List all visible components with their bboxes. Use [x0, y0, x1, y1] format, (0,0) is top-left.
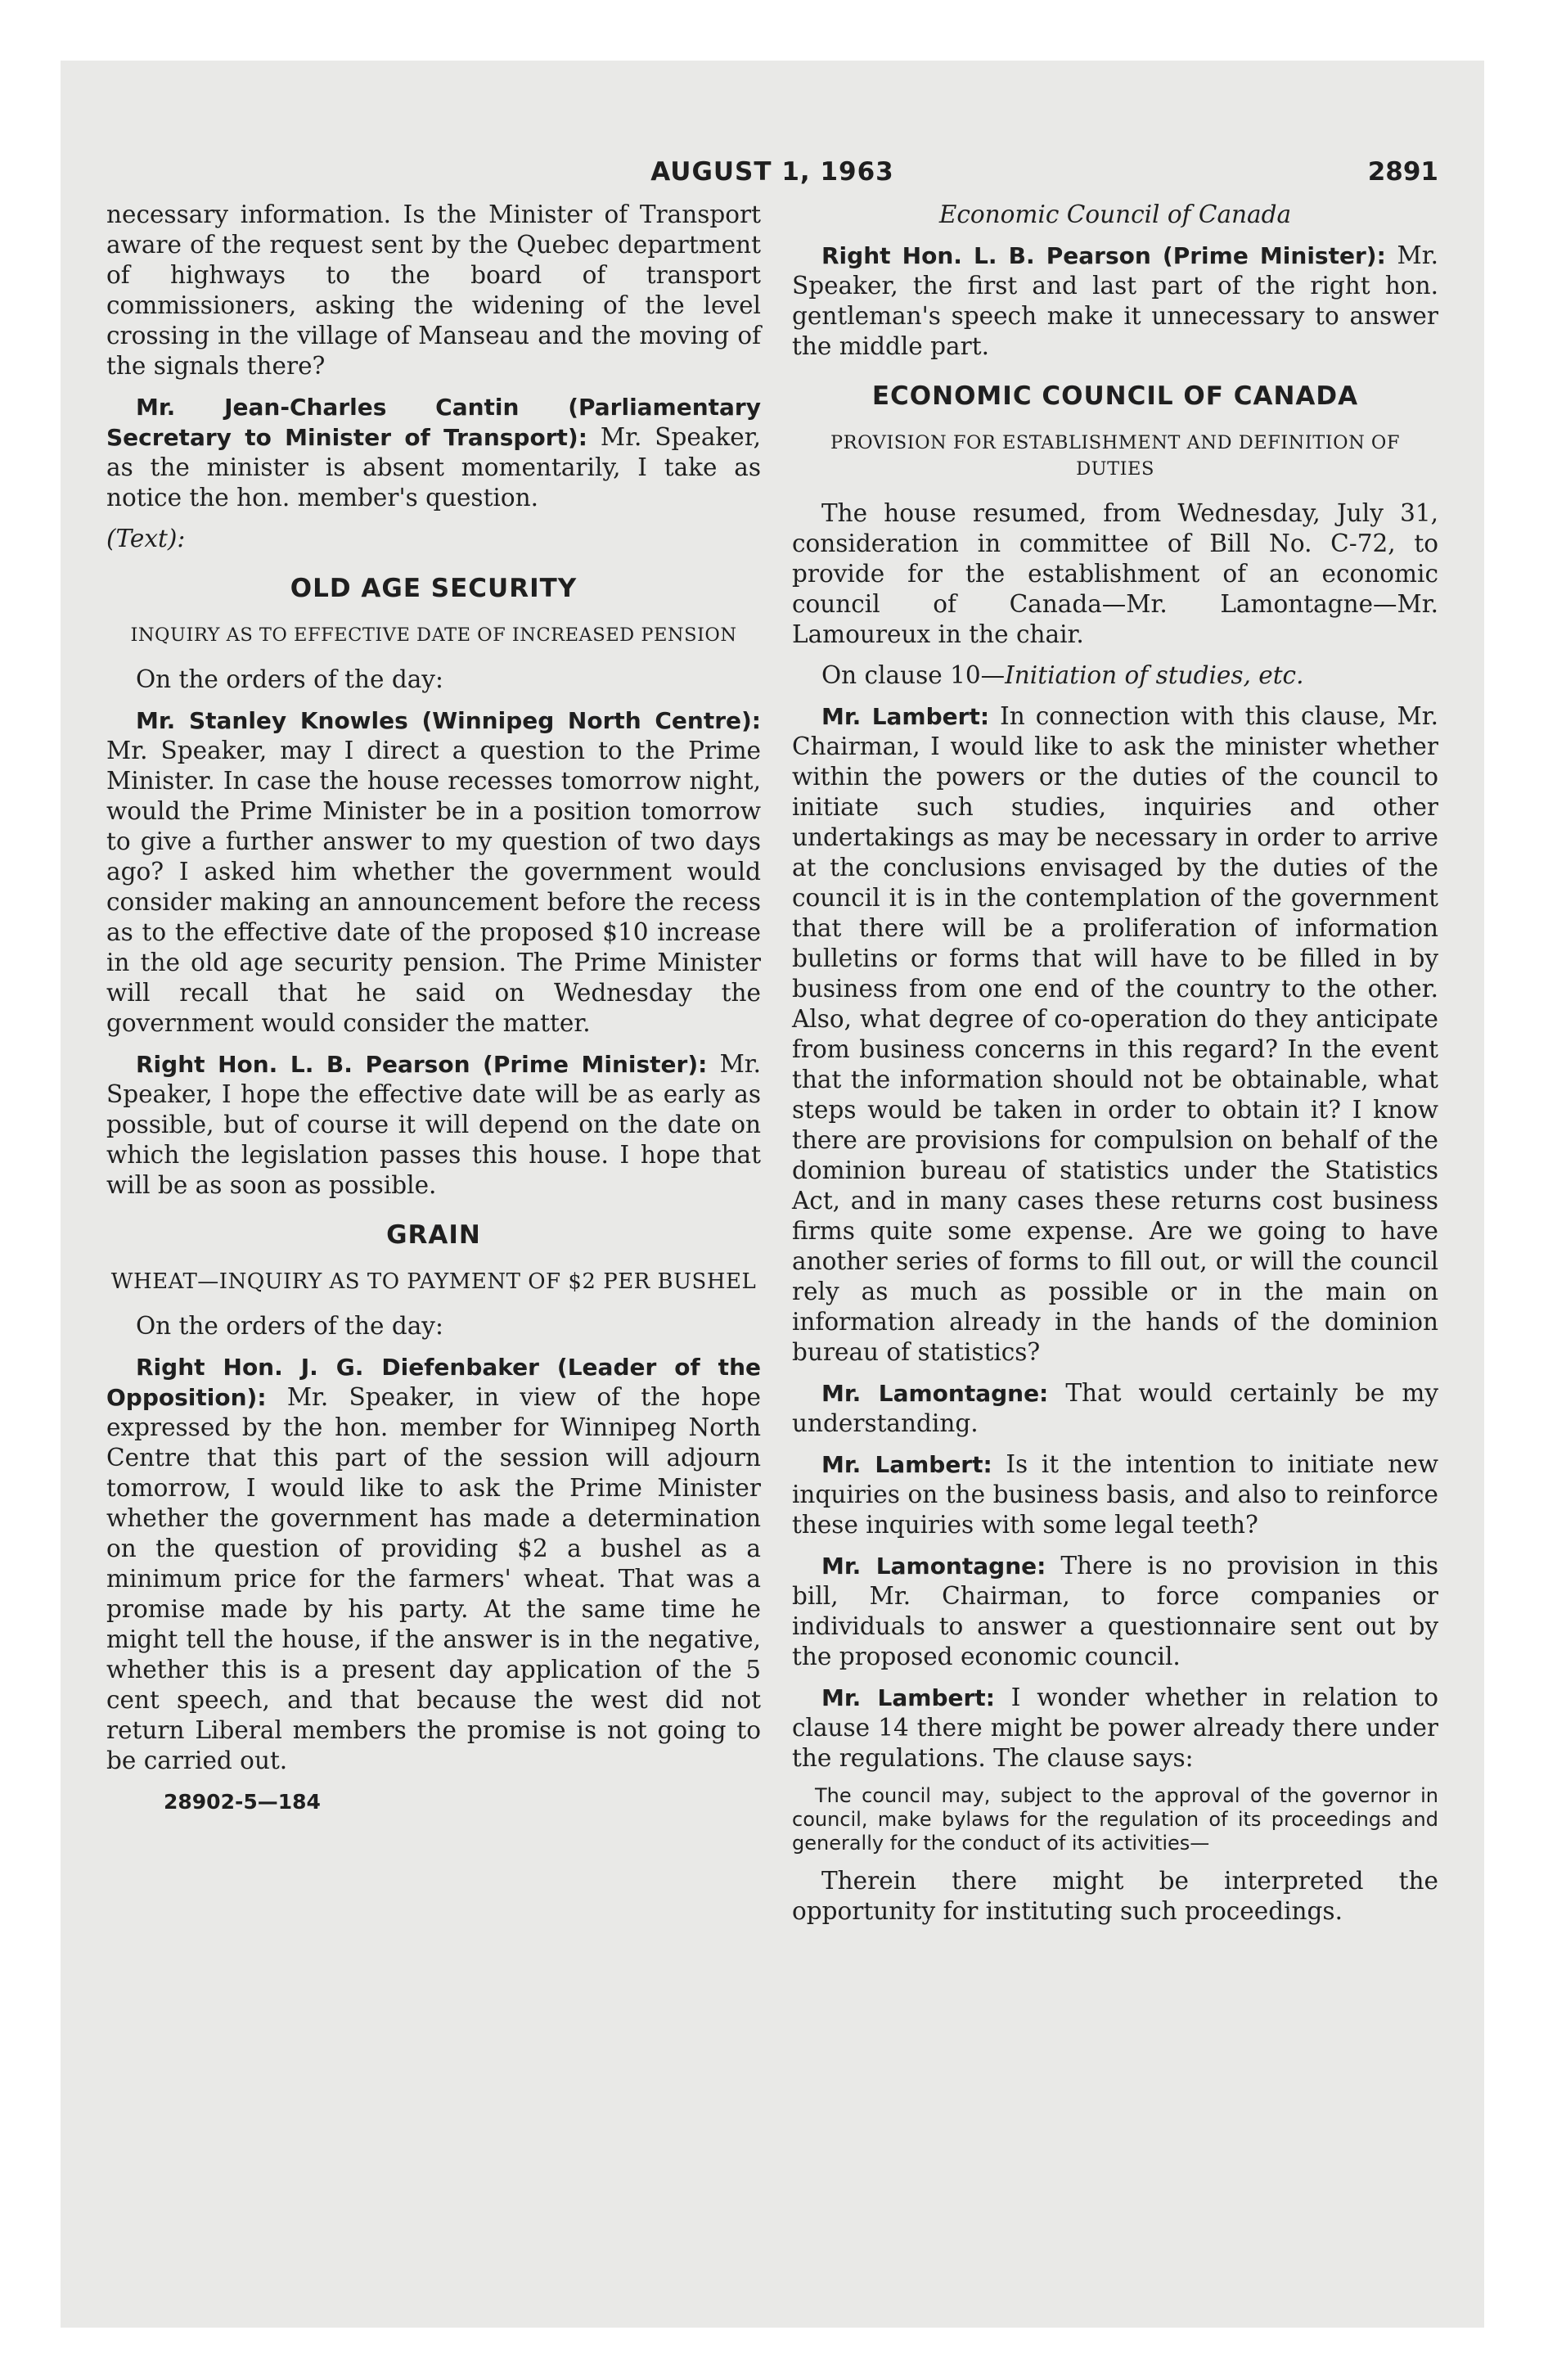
speech-text: Mr. Speaker, I hope the effective date will be as early as possible, but of course it will depend on the date on which the legislation passes this house. I hope that will be as soon as possible. [106, 1050, 762, 1199]
speaker-name: Mr. Lambert: [821, 1451, 992, 1478]
paragraph: The house resumed, from Wednesday, July 31, consideration in committee of Bill No. C-72, to provide for the establishment of an economic council of Canada—Mr. Lamontagne—Mr. Lamoureux in the chair. [792, 499, 1438, 648]
paragraph [792, 241, 1438, 362]
section-heading: OLD AGE SECURITY [290, 574, 578, 603]
document-page [61, 61, 1484, 2328]
quoted-clause: The council may, subject to the approval of the governor in council, make bylaws for the regulation of its proceedings and generally for the conduct of its activities— [792, 1784, 1438, 1855]
clause-line [792, 660, 1438, 691]
speaker-name: Mr. Stanley Knowles (Winnipeg North Centre): [136, 707, 761, 734]
speaker-name: Mr. Lamontagne: [821, 1380, 1049, 1407]
section-heading: ECONOMIC COUNCIL OF CANADA [871, 381, 1359, 411]
speaker-name: Mr. Jean-Charles Cantin (Parliamentary Secretary to Minister of Transport): [106, 394, 761, 451]
left-column [106, 200, 761, 1817]
speaker-name: Mr. Lambert: [821, 703, 990, 730]
paragraph [106, 1049, 761, 1201]
paragraph: Therein there might be interpreted the opportunity for instituting such proceedings. [792, 1867, 1438, 1925]
speech-text: I wonder whether in relation to clause 14 there might be power already there under the regulations. The clause says: [792, 1684, 1438, 1772]
section-subheading: WHEAT—INQUIRY AS TO PAYMENT OF $2 PER BUSHEL [110, 1269, 757, 1294]
paragraph [106, 1352, 761, 1776]
speech-text: That would certainly be my understanding. [792, 1379, 1438, 1437]
text-marker: (Text): [106, 525, 186, 552]
page-number: 2891 [1367, 157, 1438, 187]
orders-line: On the orders of the day: [136, 1312, 443, 1340]
paragraph [792, 1551, 1438, 1672]
page-header [61, 157, 1484, 206]
speaker-name: Right Hon. J. G. Diefenbaker (Leader of the Opposition): [106, 1354, 761, 1411]
speaker-name: Mr. Lamontagne: [821, 1553, 1046, 1580]
speech-text: Is it the intention to initiate new inquiries on the business basis, and also to reinforce these inquiries with some legal teeth? [792, 1450, 1438, 1539]
paragraph: necessary information. Is the Minister of Transport aware of the request sent by the Quebec department of highways to the board of transport commissioners, asking the widening of the level crossing in the village of Manseau and the moving of the signals there? [106, 201, 761, 380]
paragraph [792, 1683, 1438, 1774]
speaker-name: Mr. Lambert: [821, 1684, 995, 1711]
section-subheading: PROVISION FOR ESTABLISHMENT AND DEFINITION OF DUTIES [830, 432, 1400, 480]
speech-text: Mr. Speaker, may I direct a question to the Prime Minister. In case the house recesses tomorrow night, would the Prime Minister be in a position tomorrow to give a further answer to my question of two days ago? I asked him whether the government would consider making an announcement before the recess as to the effective date of the proposed $10 increase in the old age security pension. The Prime Minister will recall that he said on Wednesday the government would consider the matter. [106, 737, 761, 1037]
clause-title: Initiation of studies, etc. [1005, 661, 1304, 689]
paragraph [792, 701, 1438, 1368]
paragraph [106, 705, 761, 1039]
speech-text: Mr. Speaker, as the minister is absent momentarily, I take as notice the hon. member's question. [106, 423, 761, 512]
orders-line: On the orders of the day: [136, 665, 443, 693]
speech-text: Mr. Speaker, in view of the hope expressed by the hon. member for Winnipeg North Centre that this part of the session will adjourn tomorrow, I would like to ask the Prime Minister whether the government has made a determination on the question of providing $2 a bushel as a minimum price for the farmers' wheat. That was a promise made by his party. At the same time he might tell the house, if the answer is in the negative, whether this is a present day application of the 5 cent speech, and that because the west did not return Liberal members the promise is not going to be carried out. [106, 1383, 761, 1774]
speech-text: In connection with this clause, Mr. Chairman, I would like to ask the minister whether within the powers or the duties of the council to initiate such studies, inquiries and other undertakings as may be necessary in order to arrive at the conclusions envisaged by the duties of the council it is in the contemplation of the government that there will be a proliferation of information bulletins or forms that will have to be filled in by business from one end of the country to the other. Also, what degree of co-operation do they anticipate from business concerns in this regard? In the event that the information should not be obtainable, what steps would be taken in order to obtain it? I know there are provisions for compulsion on behalf of the dominion bureau of statistics under the Statistics Act, and in many cases these returns cost business firms quite some expense. Are we going to have another series of forms to fill out, or will the council rely as much as possible or in the main on information already in the hands of the dominion bureau of statistics? [792, 702, 1438, 1366]
speech-text: There is no provision in this bill, Mr. Chairman, to force companies or individuals to answer a questionnaire sent out by the proposed economic council. [792, 1552, 1438, 1670]
speaker-name: Right Hon. L. B. Pearson (Prime Minister): [821, 242, 1386, 269]
section-heading: GRAIN [386, 1220, 481, 1250]
header-date: AUGUST 1, 1963 [650, 157, 894, 187]
paragraph [792, 1378, 1438, 1439]
paragraph [792, 1449, 1438, 1540]
running-head: Economic Council of Canada [938, 201, 1292, 228]
speaker-name: Right Hon. L. B. Pearson (Prime Minister): [136, 1051, 708, 1078]
clause-prefix: On clause 10— [821, 661, 1006, 689]
right-column [792, 200, 1438, 1937]
paragraph [106, 392, 761, 513]
section-subheading: INQUIRY AS TO EFFECTIVE DATE OF INCREASED PENSION [130, 624, 737, 646]
speech-text: Mr. Speaker, the first and last part of the right hon. gentleman's speech make it unnecessary to answer the middle part. [792, 241, 1438, 360]
footer-code: 28902-5—184 [164, 1790, 321, 1814]
